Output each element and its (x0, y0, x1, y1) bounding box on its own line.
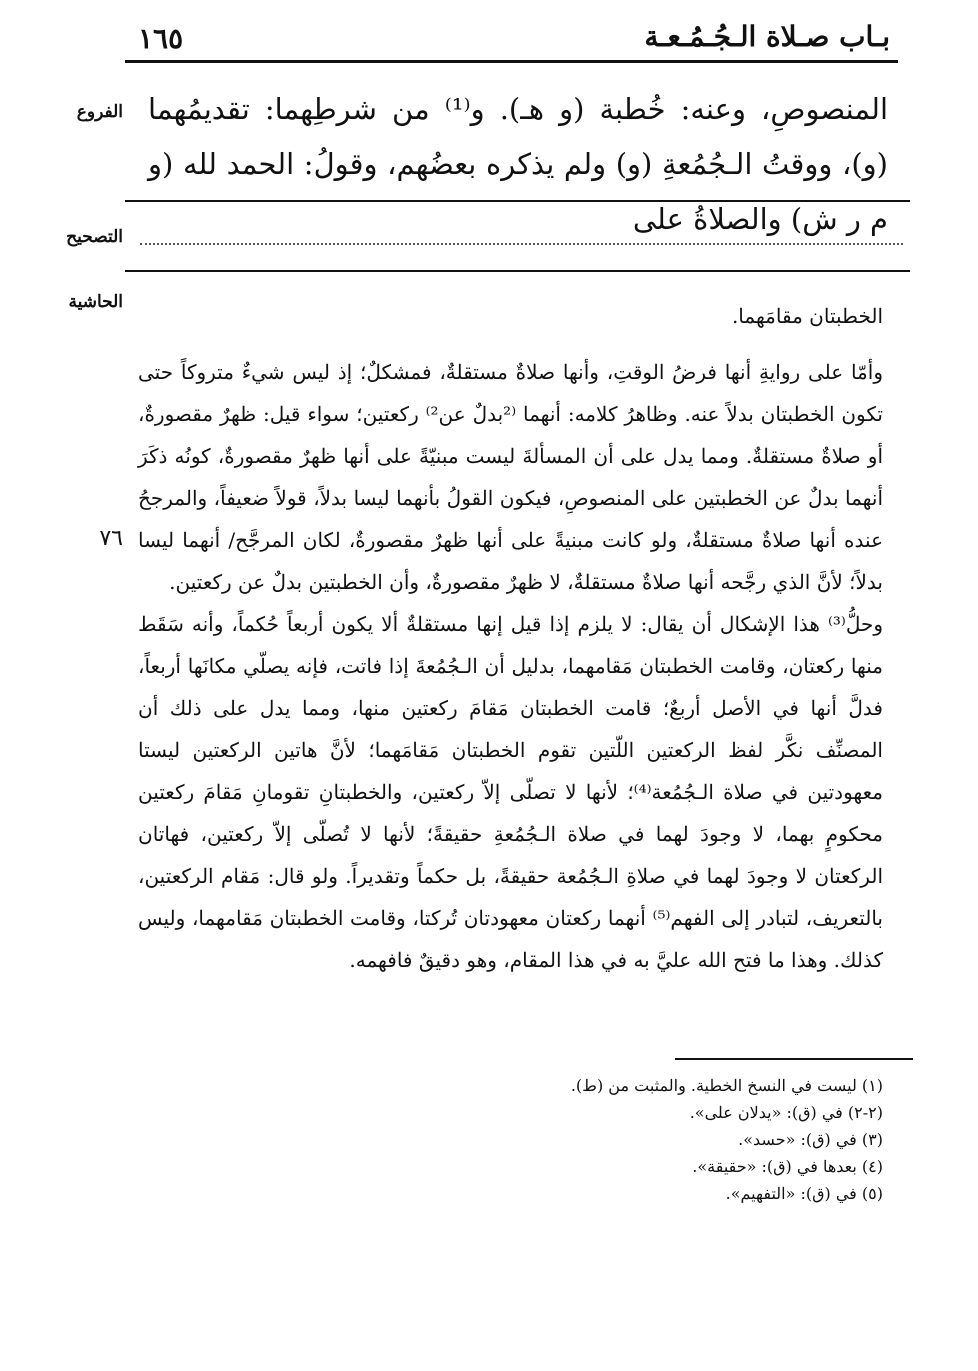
commentary-lead: الخطبتان مقامَهما. (731, 304, 883, 328)
page-number: ١٦٥ (138, 22, 184, 55)
footnote: (٥) في (ق): «التفهيم». (725, 1184, 883, 1203)
tashih-dotted-line (140, 243, 903, 245)
section-divider-top (125, 200, 910, 202)
page-header (0, 0, 978, 60)
section-divider-bottom (125, 270, 910, 272)
chapter-title: بـاب صـلاة الـجُـمُـعـة (644, 20, 890, 53)
side-label-hashiya: الحاشية (68, 292, 123, 312)
footnote: (١) ليست في النسخ الخطية. والمثبت من (ط). (570, 1076, 883, 1095)
footnotes (138, 1072, 883, 1207)
side-label-tashih: التصحيح (66, 227, 123, 247)
footnote: (٣) في (ق): «حسد». (738, 1130, 883, 1149)
header-divider (125, 60, 898, 63)
footnote: (٤) بعدها في (ق): «حقيقة». (692, 1157, 883, 1176)
commentary-paragraph-2: وحلُّ⁽³⁾ هذا الإشكال أن يقال: لا يلزم إذا قيل إنها مستقلةٌ ألا يكون أربعاً حُكماً، وأنه سَقَط منها ركعتان، وقامت الخطبتان مَقامهما، بدليل أن الـجُمُعةَ إذا فاتت، فإنه يصلّي مكانَها أربعاً، فدلَّ أنها في الأصل أربعٌ؛ قامت الخطبتان مَقامَ ركعتين منها، ومما يدل على ذلك أن المصنِّف نكَّر لفظ الركعتين اللّتين تقوم الخطبتان مَقامَهما؛ لأنَّ هاتين الركعتين ليستا معهودتين في صلاة الـجُمُعة⁽⁴⁾؛ لأنها لا تصلّى إلاّ ركعتين، والخطبتانِ تقومانِ مَقامَ ركعتين محكومٍ بهما، لا وجودَ لهما في صلاة الـجُمُعةِ حقيقةً؛ لأنها لا تُصلّى إلاّ ركعتين، فهاتان الركعتان لا وجودَ لهما في صلاةِ الـجُمُعة حقيقةً، بل حكماً وتقديراً. ولو قال: مَقام الركعتين، بالتعريف، لتبادر إلى الفهم⁽⁵⁾ أنهما ركعتان معهودتان تُركتا، وقامت الخطبتان مَقامهما، وليس كذلك. وهذا ما فتح الله عليَّ به في هذا المقام، وهو دقيقٌ فافهمه. (138, 612, 884, 972)
manuscript-page-number: ٧٦ (99, 526, 123, 551)
commentary (138, 295, 883, 981)
commentary-paragraph-1: وأمّا على روايةِ أنها فرضُ الوقتِ، وأنها صلاةٌ مستقلةٌ، فمشكلٌ؛ إذ ليس شيءٌ متروكاً حتى تكون الخطبتان بدلاً عنه. وظاهرُ كلامه: أنهما ⁽²بدلٌ عن²⁾ ركعتين؛ سواء قيل: ظهرٌ مقصورةٌ، أو صلاةٌ مستقلةٌ. ومما يدل على أن المسألةَ ليست مبنيّةً على أنها ظهرٌ مقصورةٌ، كونُه ذكَرَ أنهما بدلٌ عن الخطبتين على المنصوصِ، فيكون القولُ بأنهما ليسا بدلاً، قولاً ضعيفاً، والمرجحُ عنده أنها صلاةٌ مستقلةٌ، ولو كانت مبنيةً على أنها ظهرٌ مقصورةٌ، لكان المرجَّح/ أنهما ليسا بدلاً؛ لأنَّ الذي رجَّحه أنها صلاةٌ مستقلةٌ، لا ظهرٌ مقصورةٌ، وأن الخطبتين بدلٌ عن ركعتين. (138, 360, 884, 594)
main-text: المنصوصِ، وعنه: خُطبة (و هـ). و⁽¹⁾ من شرطِهما: تقديمُهما (و)، ووقتُ الـجُمُعةِ (و) ولم يذكره بعضُهم، وقولُ: الحمد لله (و م ر ش) والصلاةُ على (148, 92, 888, 236)
side-label-furu: الفروع (76, 102, 123, 122)
footnote-divider (675, 1058, 913, 1060)
footnote: (٢-٢) في (ق): «يدلان على». (689, 1103, 883, 1122)
